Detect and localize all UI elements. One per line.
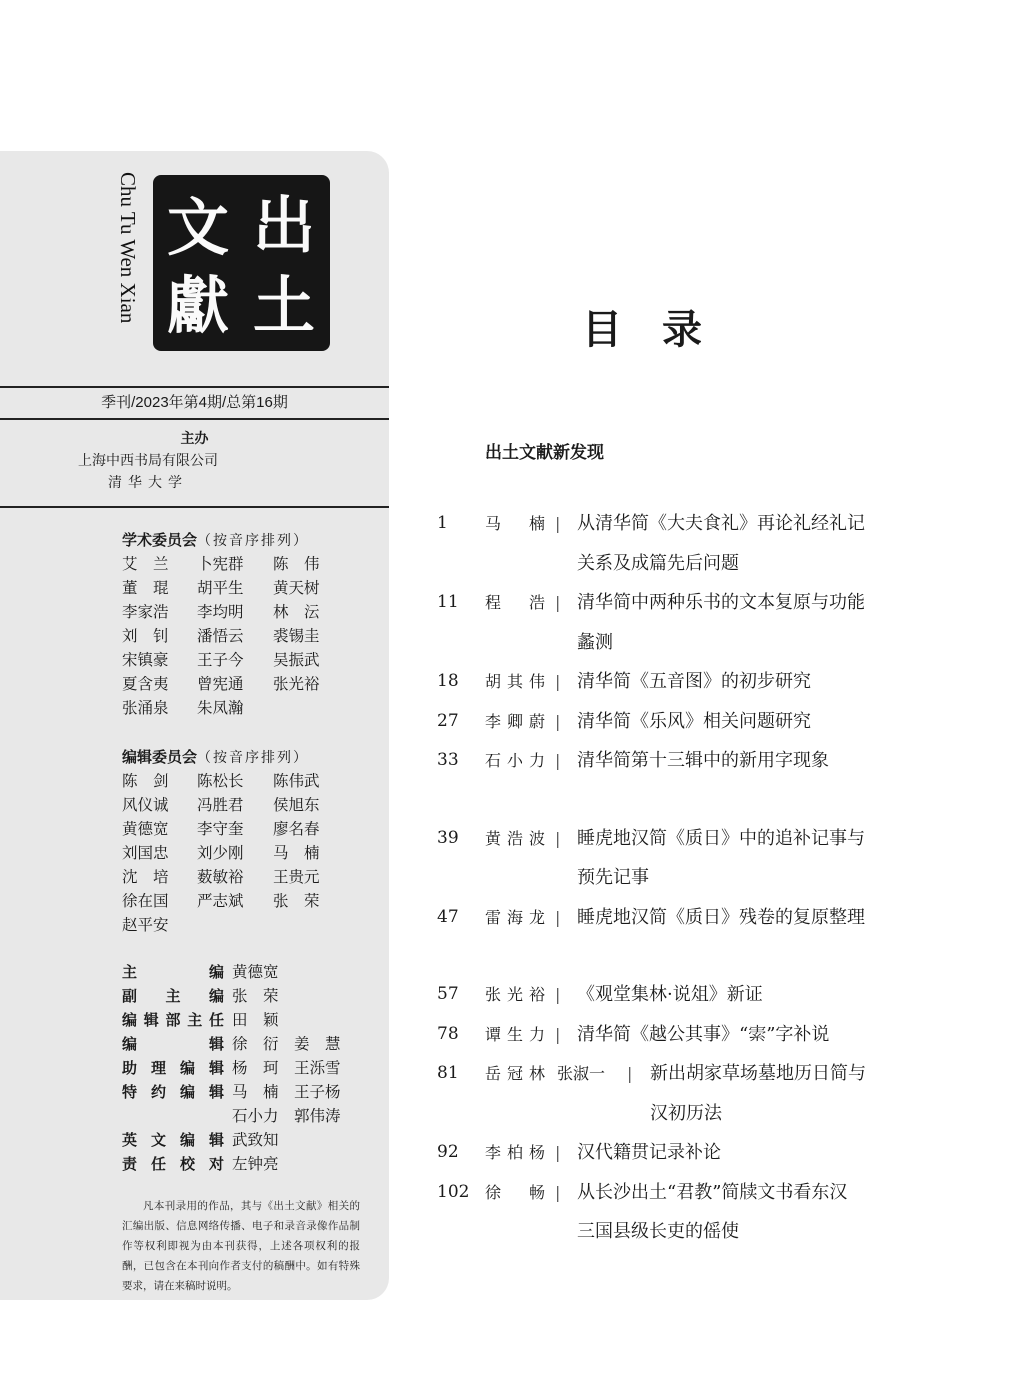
committee-member: 黄天树 <box>273 579 320 597</box>
staff-names: 田 颖 <box>232 1011 279 1029</box>
toc-separator: | <box>555 711 561 731</box>
staff-role <box>122 1104 232 1128</box>
toc-entry <box>437 819 907 898</box>
staff-names: 杨 珂 王泺雪 <box>232 1059 341 1077</box>
toc-separator: | <box>555 907 561 927</box>
toc-author: 谭生力 <box>485 1024 545 1044</box>
committee-member: 夏含夷 <box>122 675 169 693</box>
committee-member: 李守奎 <box>197 820 244 838</box>
toc-author: 李卿蔚 <box>485 711 545 731</box>
toc-page-number: 18 <box>437 671 459 691</box>
sponsor-org-1: 上海中西书局有限公司 <box>78 453 218 469</box>
toc-page-number: 47 <box>437 906 459 927</box>
sponsor-block <box>0 428 482 494</box>
toc-separator: | <box>555 1182 561 1202</box>
committee-member: 董 琨 <box>122 579 169 597</box>
toc-author: 岳冠林 <box>485 1064 545 1083</box>
toc-entry <box>437 1054 907 1133</box>
committee-member: 裘锡圭 <box>273 627 320 645</box>
toc-page-number: 1 <box>437 513 448 533</box>
committee-member: 陈伟武 <box>273 772 320 790</box>
committee-member: 徐在国 <box>122 892 169 910</box>
committee-member: 张涌泉 <box>122 699 169 717</box>
committee-member: 侯旭东 <box>273 796 320 814</box>
staff-row <box>122 1056 382 1080</box>
table-of-contents <box>437 504 907 1252</box>
toc-title: 目录 <box>582 306 742 353</box>
staff-names: 黄德宽 <box>232 963 279 981</box>
committee-member: 胡平生 <box>197 579 244 597</box>
staff-role: 副主编 <box>122 987 224 1005</box>
toc-article-title: 清华简《乐风》相关问题研究 <box>577 710 811 732</box>
toc-article-title: 清华简《五音图》的初步研究 <box>577 671 811 692</box>
toc-author: 马 楠 <box>485 514 545 533</box>
committee-member: 潘悟云 <box>197 627 244 645</box>
staff-row <box>122 1008 382 1032</box>
committee-member: 张光裕 <box>273 675 320 693</box>
toc-article-title: 三国县级长吏的傜使 <box>577 1221 739 1242</box>
toc-page-number: 78 <box>437 1023 459 1044</box>
committee-member: 刘 钊 <box>122 627 169 645</box>
staff-role: 主编 <box>122 963 224 981</box>
toc-article-title: 预先记事 <box>577 867 649 888</box>
staff-role: 编辑部主任 <box>122 1011 224 1029</box>
toc-page-number: 102 <box>437 1181 470 1202</box>
committee-member: 陈 剑 <box>122 772 169 790</box>
toc-entry <box>437 898 907 976</box>
toc-separator: | <box>555 828 561 848</box>
toc-page-number: 39 <box>437 827 459 848</box>
toc-author: 雷海龙 <box>485 907 545 927</box>
toc-separator: | <box>555 985 561 1004</box>
toc-article-title: 关系及成篇先后问题 <box>577 552 739 574</box>
staff-row <box>122 1152 382 1176</box>
toc-article-title: 蠡测 <box>577 631 613 653</box>
committee-member: 朱凤瀚 <box>197 699 244 717</box>
committee-member: 沈 培 <box>122 868 169 886</box>
toc-separator: | <box>555 751 561 770</box>
committee-member: 赵平安 <box>122 916 169 934</box>
toc-entry <box>437 702 907 742</box>
committee-member: 宋镇豪 <box>122 651 169 669</box>
toc-page-number: 33 <box>437 750 459 770</box>
journal-logo <box>153 175 330 351</box>
toc-author: 胡其伟 <box>485 672 545 691</box>
committee-member: 艾 兰 <box>122 555 169 573</box>
sponsor-heading: 主办 <box>180 431 209 447</box>
toc-separator: | <box>555 1143 561 1162</box>
logo-char-chu: 出 <box>253 189 316 262</box>
staff-row <box>122 960 382 984</box>
committee-member: 廖名春 <box>273 820 320 838</box>
toc-separator: | <box>555 514 561 533</box>
staff-role: 责任校对 <box>122 1155 224 1173</box>
academic-committee-members <box>122 552 372 720</box>
staff-row <box>122 1104 382 1128</box>
logo-char-xian: 獻 <box>167 269 230 342</box>
issue-info: 季刊/2023年第4期/总第16期 <box>0 386 389 420</box>
toc-entry <box>437 975 907 1015</box>
journal-latin-name: Chu Tu Wen Xian <box>116 172 140 324</box>
editorial-committee-members <box>122 769 372 937</box>
toc-page-number: 57 <box>437 984 459 1004</box>
toc-author: 张淑一 <box>557 1064 606 1083</box>
staff-row <box>122 1080 382 1104</box>
toc-author: 程 浩 <box>485 593 545 612</box>
toc-entry <box>437 1015 907 1055</box>
logo-char-tu: 土 <box>253 269 316 342</box>
toc-article-title: 从长沙出土“君教”简牍文书看东汉 <box>577 1181 848 1203</box>
committee-member: 马 楠 <box>273 844 320 862</box>
editorial-committee-title: 编辑委员会（按音序排列） <box>122 748 310 766</box>
staff-role: 编辑 <box>122 1035 224 1053</box>
divider <box>0 506 389 508</box>
toc-entry <box>437 662 907 702</box>
toc-article-title: 睡虎地汉简《质日》残卷的复原整理 <box>577 906 865 928</box>
toc-section-heading: 出土文献新发现 <box>485 443 604 463</box>
committee-member: 风仪诚 <box>122 796 169 814</box>
editorial-committee <box>122 745 372 937</box>
toc-page-number: 81 <box>437 1063 459 1083</box>
toc-page-number: 11 <box>437 592 459 612</box>
toc-author: 张光裕 <box>485 985 545 1004</box>
staff-row <box>122 984 382 1008</box>
staff-names: 武致知 <box>232 1131 279 1149</box>
committee-member: 李均明 <box>197 603 244 621</box>
toc-separator: | <box>627 1064 633 1083</box>
committee-member: 刘少刚 <box>197 844 244 862</box>
academic-committee <box>122 528 372 720</box>
academic-committee-title: 学术委员会（按音序排列） <box>122 531 310 549</box>
toc-separator: | <box>555 1024 561 1044</box>
toc-author: 李柏杨 <box>485 1143 545 1162</box>
staff-role: 英文编辑 <box>122 1131 224 1149</box>
toc-article-title: 清华简中两种乐书的文本复原与功能 <box>577 592 865 613</box>
editorial-staff <box>122 960 382 1176</box>
staff-names: 左钟亮 <box>232 1155 279 1173</box>
staff-row <box>122 1032 382 1056</box>
toc-author: 黄浩波 <box>485 828 545 848</box>
committee-member: 李家浩 <box>122 603 169 621</box>
logo-char-wen: 文 <box>167 191 230 264</box>
toc-page-number: 92 <box>437 1142 459 1162</box>
committee-member: 卜宪群 <box>197 555 244 573</box>
committee-member: 林 沄 <box>273 603 320 621</box>
toc-author: 徐 畅 <box>485 1182 545 1202</box>
copyright-notice: 凡本刊录用的作品，其与《出土文献》相关的汇编出版、信息网络传播、电子和录音录像作品制作等权利即视为由本刊获得，上述各项权利的报酬，已包含在本刊向作者支付的稿酬中。如有特殊要求，请在来稿时说明。 <box>122 1200 360 1292</box>
toc-entry <box>437 741 907 819</box>
toc-separator: | <box>555 672 561 691</box>
toc-entry <box>437 1133 907 1173</box>
committee-member: 曾宪通 <box>197 675 244 693</box>
toc-article-title: 睡虎地汉简《质日》中的追补记事与 <box>577 827 865 849</box>
toc-article-title: 从清华简《大夫食礼》再论礼经礼记 <box>577 513 865 534</box>
toc-article-title: 清华简《越公其事》“𡩡”字补说 <box>577 1023 830 1045</box>
committee-member: 刘国忠 <box>122 844 169 862</box>
committee-member: 陈松长 <box>197 772 244 790</box>
toc-article-title: 汉代籍贯记录补论 <box>577 1142 721 1163</box>
committee-member: 张 荣 <box>273 892 320 910</box>
committee-member: 冯胜君 <box>197 796 244 814</box>
committee-member: 吴振武 <box>273 651 320 669</box>
toc-article-title: 新出胡家草场墓地历日简与 <box>650 1063 866 1084</box>
toc-page-number: 27 <box>437 710 459 731</box>
sponsor-org-2: 清华大学 <box>108 475 188 491</box>
staff-names: 张 荣 <box>232 987 279 1005</box>
toc-entry <box>437 504 907 583</box>
toc-entry <box>437 1173 907 1252</box>
committee-member: 陈 伟 <box>273 555 320 573</box>
committee-member: 严志斌 <box>197 892 244 910</box>
staff-role: 助理编辑 <box>122 1059 224 1077</box>
staff-role: 特约编辑 <box>122 1083 224 1101</box>
toc-separator: | <box>555 593 561 612</box>
committee-member: 王贵元 <box>273 868 320 886</box>
toc-article-title: 《观堂集林·说俎》新证 <box>577 984 763 1005</box>
staff-names: 徐 衍 姜 慧 <box>232 1035 341 1053</box>
toc-author: 石小力 <box>485 751 545 770</box>
toc-entry <box>437 583 907 662</box>
staff-row <box>122 1128 382 1152</box>
staff-names: 石小力 郭伟涛 <box>232 1107 341 1125</box>
toc-article-title: 汉初历法 <box>650 1102 722 1124</box>
staff-names: 马 楠 王子杨 <box>232 1083 341 1101</box>
committee-member: 王子今 <box>197 651 244 669</box>
committee-member: 薮敏裕 <box>197 868 244 886</box>
committee-member: 黄德宽 <box>122 820 169 838</box>
toc-article-title: 清华简第十三辑中的新用字现象 <box>577 750 829 771</box>
